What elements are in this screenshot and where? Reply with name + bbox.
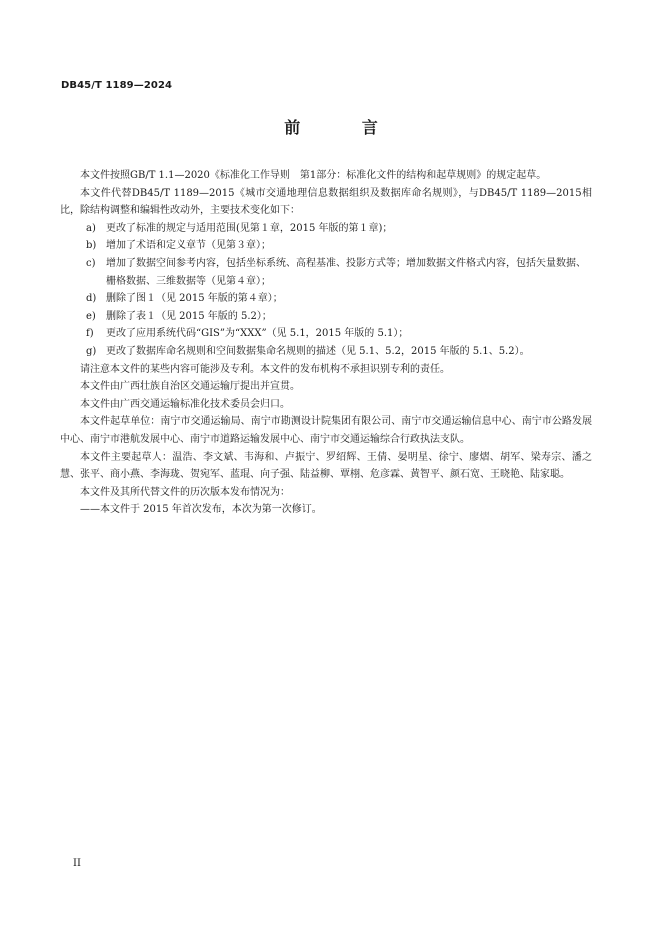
- list-marker: e): [86, 310, 96, 322]
- paragraph: 本文件由广西交通运输标准化技术委员会归口。: [80, 398, 290, 410]
- list-marker: b): [86, 240, 97, 252]
- changes-list: [60, 220, 592, 361]
- foreword-body: [60, 167, 592, 519]
- paragraph: ——本文件于 2015 年首次发布，本次为第一次修订。: [80, 504, 322, 516]
- list-item: [60, 308, 592, 326]
- list-item-text: 删除了表１（见 2015 年版的 5.2）；: [106, 310, 272, 322]
- document-code: DB45/T 1189—2024: [61, 80, 173, 91]
- list-item: [60, 343, 592, 361]
- list-item-text: 删除了图１（见 2015 年版的第４章）；: [106, 293, 283, 305]
- list-marker: c): [86, 257, 96, 269]
- list-item: [60, 325, 592, 343]
- list-item-text: 更改了数据库命名规则和空间数据集命名规则的描述（见 5.1、5.2，2015 年版的 5.1、5.2）。: [106, 345, 530, 357]
- list-item: [60, 255, 592, 290]
- list-marker: d): [86, 293, 97, 305]
- paragraph: 本文件由广西壮族自治区交通运输厅提出并宣贯。: [80, 381, 300, 393]
- list-marker: f): [86, 328, 94, 340]
- list-item: [60, 290, 592, 308]
- paragraph: 本文件主要起草人：温浩、李文斌、韦海和、卢振宁、罗绍辉、王倩、晏明星、徐宁、廖熠、胡军、梁寿宗、潘之慧、张平、商小燕、李海珑、贺宛军、蓝琨、向子强、陆益柳、覃栩、危彦霖、黄智平、颜石宽、王晓艳、陆家聪。: [60, 451, 592, 481]
- list-item: [60, 237, 592, 255]
- list-item-text: 更改了应用系统代码“GIS”为“XXX”（见 5.1，2015 年版的 5.1）；: [106, 328, 409, 340]
- paragraph: 请注意本文件的某些内容可能涉及专利。本文件的发布机构不承担识别专利的责任。: [80, 363, 450, 375]
- page-number: II: [73, 858, 81, 869]
- list-marker: g): [86, 345, 97, 357]
- list-marker: a): [86, 222, 96, 234]
- list-item: [60, 220, 592, 238]
- list-item-text: 增加了术语和定义章节（见第３章）；: [106, 240, 271, 252]
- paragraph: 本文件起草单位：南宁市交通运输局、南宁市勘测设计院集团有限公司、南宁市交通运输信息中心、南宁市公路发展中心、南宁市港航发展中心、南宁市道路运输发展中心、南宁市交通运输综合行政执法支队。: [60, 416, 592, 445]
- list-item-text: 更改了标准的规定与适用范围(见第１章，2015 年版的第１章)；: [106, 222, 393, 234]
- list-item-text: 增加了数据空间参考内容，包括坐标系统、高程基准、投影方式等；增加数据文件格式内容，包括矢量数据、栅格数据、三维数据等（见第４章）；: [106, 257, 586, 287]
- paragraph: 本文件按照GB/T 1.1—2020《标准化工作导则 第1部分：标准化文件的结构和起草规则》的规定起草。: [80, 170, 547, 181]
- page-title: 前 言: [284, 118, 406, 137]
- paragraph: 本文件代替DB45/T 1189—2015《城市交通地理信息数据组织及数据库命名规则》，与DB45/T 1189—2015相比，除结构调整和编辑性改动外，主要技术变化如下：: [60, 187, 592, 217]
- paragraph: 本文件及其所代替文件的历次版本发布情况为：: [80, 486, 290, 498]
